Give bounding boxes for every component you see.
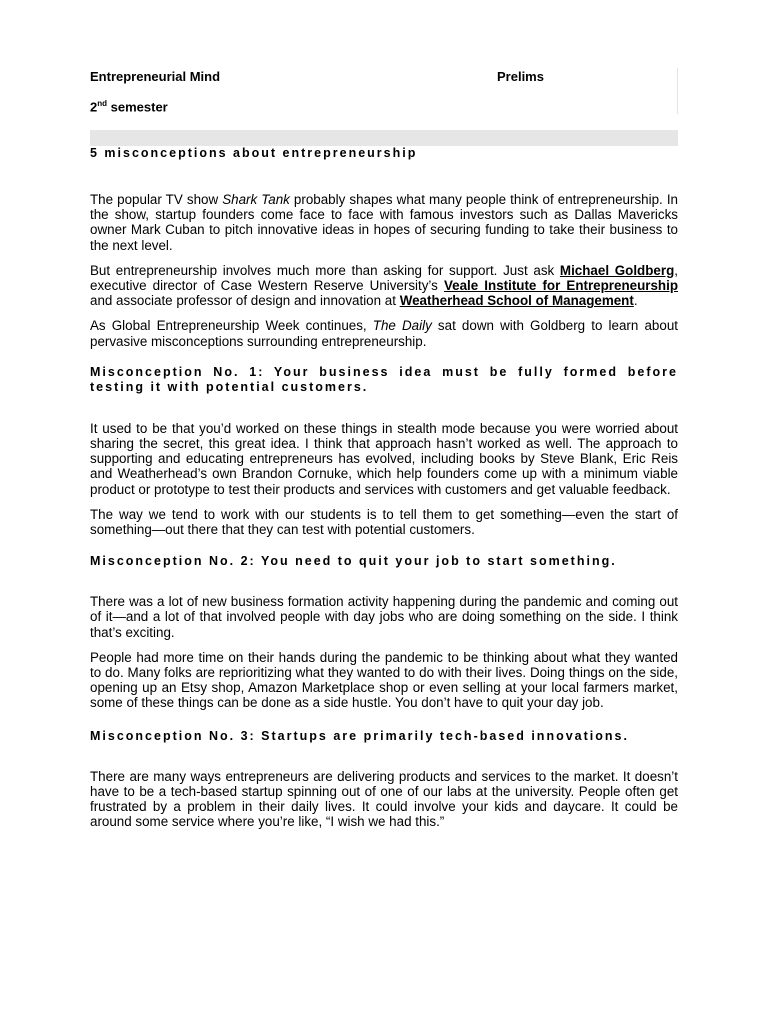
misconception-3-paragraph-1: There are many ways entrepreneurs are delivering products and services to the market. It doesn’t have to be a tech-based startup spinning out of one of our labs at the university. People often get frustrated by a problem in their daily lives. It could involve your kids and daycare. It could be around some service where you’re like, “I wish we had this.” bbox=[90, 768, 678, 830]
misconception-2-heading: Misconception No. 2: You need to quit your job to start something. bbox=[90, 554, 617, 569]
misconception-1-paragraph-1: It used to be that you’d worked on these things in stealth mode because you were worried about sharing the secret, this great idea. I think that approach hasn’t worked as well. The approach to supporting and educating entrepreneurs has evolved, including books by Steve Blank, Eric Reis and Weatherhead’s own Brandon Cornuke, which help founders come up with a minimum viable product or prototype to test their products and services with customers and get valuable feedback. bbox=[90, 420, 678, 497]
article-title: 5 misconceptions about entrepreneurship bbox=[90, 146, 418, 160]
misconception-1-heading: Misconception No. 1: Your business idea must be fully formed before testing it with potential customers. bbox=[90, 364, 678, 394]
header-band bbox=[90, 130, 678, 146]
intro-text: probably shapes what many people think of entrepreneurship. In the show, startup founders come face to face with famous investors such as Dallas Mavericks owner Mark Cuban to pitch innovative ideas in hopes of securing funding to take their business to the next level. bbox=[90, 192, 678, 253]
misconception-3-heading: Misconception No. 3: Startups are primarily tech-based innovations. bbox=[90, 728, 629, 743]
intro-text: , executive director of Case Western Reserve University’s bbox=[90, 262, 678, 294]
misconception-1-paragraph-2: The way we tend to work with our students is to tell them to get something—even the start of something—out there that they can test with potential customers. bbox=[90, 506, 678, 538]
intro-paragraph-2 bbox=[90, 263, 678, 309]
term-label: Prelims bbox=[497, 69, 544, 84]
intro-paragraph-3 bbox=[90, 318, 678, 348]
weatherhead-school-link[interactable]: Weatherhead School of Management bbox=[399, 293, 634, 309]
intro-text: But entrepreneurship involves much more than asking for support. Just ask bbox=[90, 262, 560, 278]
semester-text: semester bbox=[110, 99, 168, 115]
header-divider bbox=[677, 68, 678, 114]
article-body bbox=[90, 145, 678, 839]
intro-text: sat down with Goldberg to learn about pervasive misconceptions surrounding entrepreneurship. bbox=[90, 318, 678, 349]
misconception-2-paragraph-2: People had more time on their hands during the pandemic to be thinking about what they wanted to do. Many folks are reprioritizing what they wanted to do with their lives. Doing things on the side, opening up an Etsy shop, Amazon Marketplace shop or even selling at your local farmers market, some of these things can be done as a side hustle. You don’t have to quit your day job. bbox=[90, 649, 678, 711]
semester-label bbox=[90, 99, 168, 114]
intro-text: As Global Entrepreneurship Week continues, bbox=[90, 318, 373, 334]
semester-number: 2 bbox=[90, 99, 98, 115]
intro-paragraph-1 bbox=[90, 192, 678, 253]
michael-goldberg-link[interactable]: Michael Goldberg bbox=[559, 262, 675, 278]
intro-text: . bbox=[633, 293, 638, 309]
veale-institute-link[interactable]: Veale Institute for Entrepreneurship bbox=[443, 278, 679, 294]
semester-suffix: nd bbox=[97, 99, 108, 108]
course-title: Entrepreneurial Mind bbox=[90, 69, 221, 84]
show-name: Shark Tank bbox=[222, 192, 290, 207]
misconception-2-paragraph-1: There was a lot of new business formation activity happening during the pandemic and coming out of it—and a lot of that involved people with day jobs who are doing something on the side. I think that’s exciting. bbox=[90, 594, 678, 640]
intro-text: and associate professor of design and innovation at bbox=[90, 293, 400, 309]
publication-name: The Daily bbox=[372, 318, 432, 334]
intro-text: The popular TV show bbox=[90, 192, 223, 207]
